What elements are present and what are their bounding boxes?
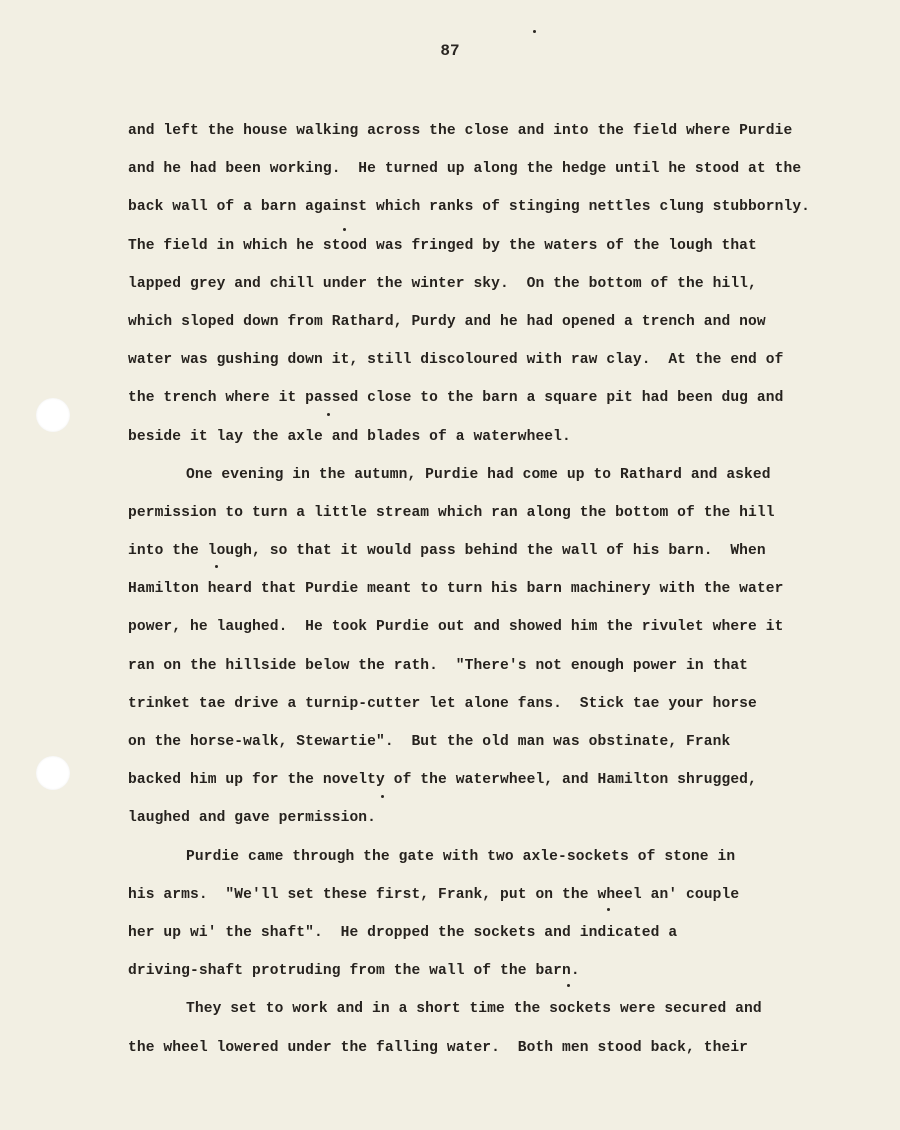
text-line: backed him up for the novelty of the waterwheel, and Hamilton shrugged, (128, 772, 757, 789)
text-line: They set to work and in a short time the sockets were secured and (186, 1001, 762, 1018)
text-line: the wheel lowered under the falling water. Both men stood back, their (128, 1039, 749, 1056)
text-line: on the horse-walk, Stewartie". But the old man was obstinate, Frank (128, 734, 731, 750)
text-line: and he had been working. He turned up along the hedge until he stood at the (128, 161, 802, 178)
text-line: lapped grey and chill under the winter sky. On the bottom of the hill, (128, 275, 757, 292)
ink-speck (533, 30, 536, 33)
text-line: and left the house walking across the close and into the field where Purdie (128, 123, 793, 139)
text-line: Purdie came through the gate with two axle-sockets of stone in (186, 848, 736, 865)
text-line: into the lough, so that it would pass behind the wall of his barn. When (128, 543, 766, 560)
text-line: which sloped down from Rathard, Purdy and he had opened a trench and now (128, 313, 766, 330)
text-line: trinket tae drive a turnip-cutter let alone fans. Stick tae your horse (128, 695, 757, 712)
text-line: water was gushing down it, still discoloured with raw clay. At the end of (128, 352, 784, 369)
text-line: One evening in the autumn, Purdie had come up to Rathard and asked (186, 466, 771, 483)
text-line: driving-shaft protruding from the wall of the barn. (128, 963, 580, 980)
text-line: beside it lay the axle and blades of a waterwheel. (128, 428, 571, 445)
punch-hole (36, 756, 70, 790)
text-line: his arms. "We'll set these first, Frank, put on the wheel an' couple (128, 886, 740, 903)
text-line: the trench where it passed close to the barn a square pit had been dug and (128, 390, 784, 407)
page-number: 87 (440, 42, 460, 60)
text-line: permission to turn a little stream which ran along the bottom of the hill (128, 504, 775, 521)
text-line: laughed and gave permission. (128, 810, 377, 827)
text-line: back wall of a barn against which ranks of stinging nettles clung stubbornly. (128, 199, 811, 216)
body-text (128, 112, 888, 1067)
text-line: Hamilton heard that Purdie meant to turn his barn machinery with the water (128, 581, 784, 598)
text-line: ran on the hillside below the rath. "There's not enough power in that (128, 657, 749, 674)
text-line: power, he laughed. He took Purdie out and showed him the rivulet where it (128, 619, 784, 636)
punch-hole (36, 398, 70, 432)
text-line: The field in which he stood was fringed by the waters of the lough that (128, 237, 757, 254)
text-line: her up wi' the shaft". He dropped the sockets and indicated a (128, 924, 678, 941)
